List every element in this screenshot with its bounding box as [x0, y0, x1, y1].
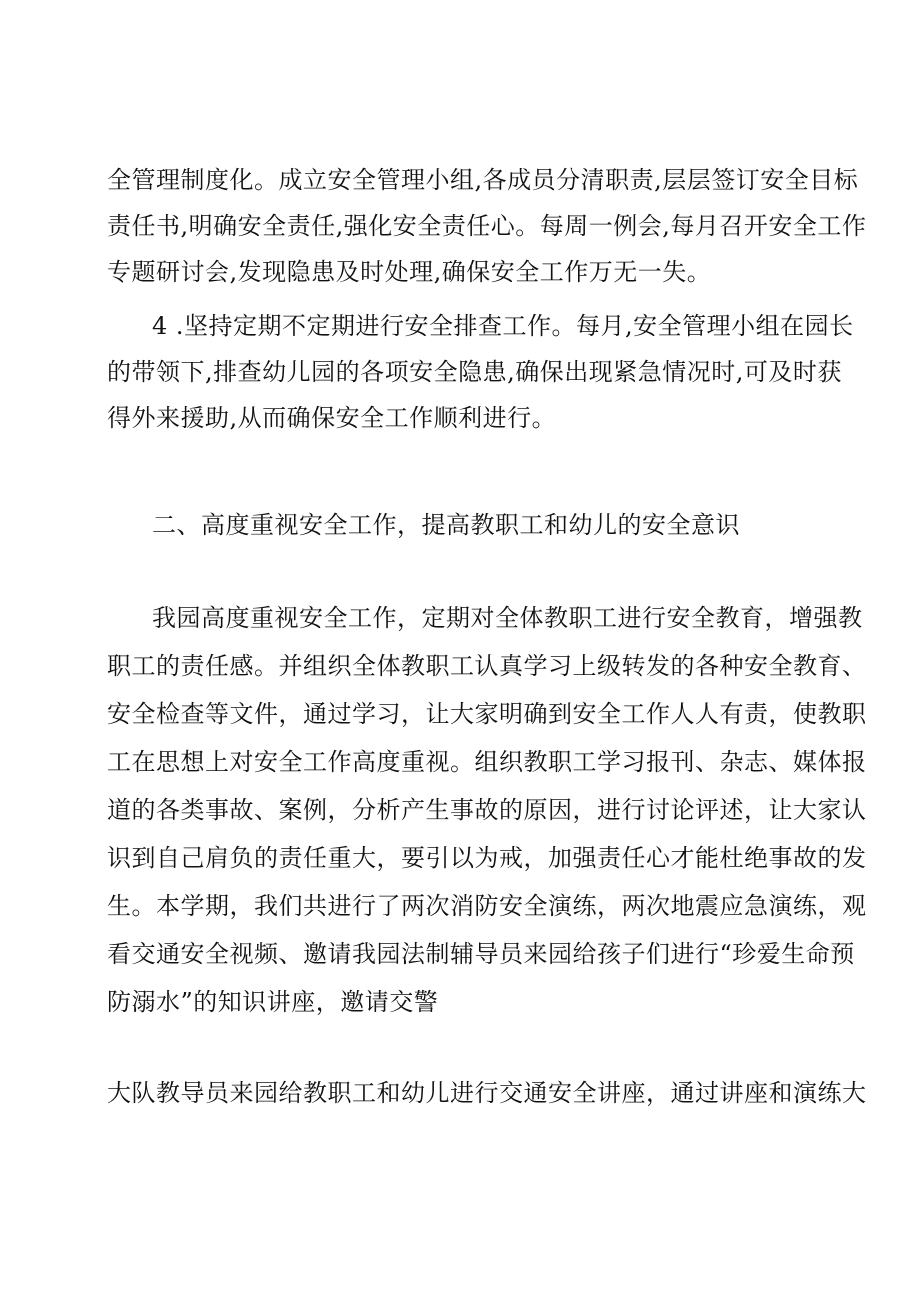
- paragraph-3-line-3: 安全检查等文件，通过学习，让大家明确到安全工作人人有责，使教职: [107, 700, 867, 728]
- paragraph-3-line-1: 我园高度重视安全工作，定期对全体教职工进行安全教育，增强教: [152, 604, 863, 632]
- paragraph-3-line-8: 看交通安全视频、邀请我园法制辅导员来园给孩子们进行“珍爱生命预: [107, 940, 855, 968]
- paragraph-4-line-1: 大队教导员来园给教职工和幼儿进行交通安全讲座，通过讲座和演练大: [107, 1079, 867, 1107]
- section-heading: 二、高度重视安全工作，提高教职工和幼儿的安全意识: [152, 511, 740, 539]
- paragraph-2-line-1: 4 .坚持定期不定期进行安全排查工作。每月,安全管理小组在园长: [152, 312, 854, 340]
- paragraph-2-line-3: 得外来援助,从而确保安全工作顺利进行。: [107, 404, 557, 432]
- paragraph-1-line-1: 全管理制度化。成立安全管理小组,各成员分清职责,层层签订安全目标: [107, 166, 859, 194]
- paragraph-1-line-2: 责任书,明确安全责任,强化安全责任心。每周一例会,每月召开安全工作: [107, 212, 867, 240]
- paragraph-3-line-2: 职工的责任感。并组织全体教职工认真学习上级转发的各种安全教育、: [107, 652, 867, 680]
- paragraph-3-line-9: 防溺水”的知识讲座，邀请交警: [107, 988, 439, 1016]
- paragraph-3-line-7: 生。本学期，我们共进行了两次消防安全演练，两次地震应急演练，观: [107, 892, 867, 920]
- paragraph-3-line-6: 识到自己肩负的责任重大，要引以为戒，加强责任心才能杜绝事故的发: [107, 844, 867, 872]
- paragraph-3-line-5: 道的各类事故、案例，分析产生事故的原因，进行讨论评述，让大家认: [107, 796, 867, 824]
- paragraph-2-line-2: 的带领下,排查幼儿园的各项安全隐患,确保出现紧急情况时,可及时获: [107, 358, 842, 386]
- paragraph-3-line-4: 工在思想上对安全工作高度重视。组织教职工学习报刊、杂志、媒体报: [107, 748, 867, 776]
- paragraph-1-line-3: 专题研讨会,发现隐患及时处理,确保安全工作万无一失。: [107, 258, 712, 286]
